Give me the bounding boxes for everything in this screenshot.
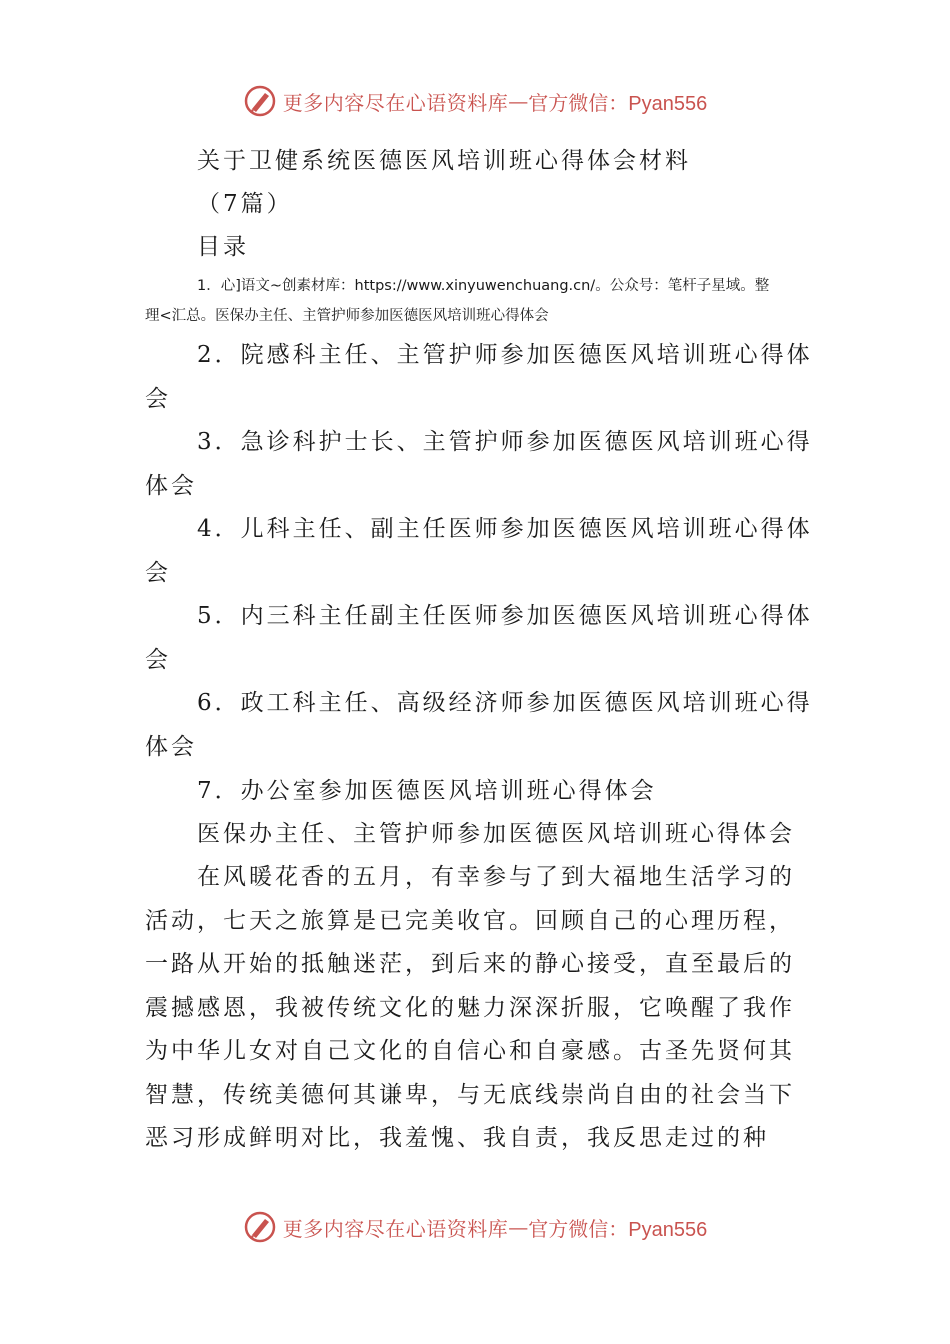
doc-count: （7篇）: [197, 191, 293, 217]
paragraph-line-6: 智慧，传统美德何其谦卑，与无底线崇尚自由的社会当下: [145, 1082, 795, 1108]
toc-item-2-cont: 会: [145, 386, 171, 412]
toc-item-6: 6．政工科主任、高级经济师参加医德医风培训班心得: [197, 690, 813, 716]
toc-item-1-line2: 理<汇总。医保办主任、主管护师参加医德医风培训班心得体会: [145, 308, 549, 324]
watermark-banner-top: [0, 84, 950, 118]
toc-item-3: 3．急诊科护士长、主管护师参加医德医风培训班心得: [197, 429, 813, 455]
section-title: 医保办主任、主管护师参加医德医风培训班心得体会: [197, 821, 795, 847]
toc-item-4-cont: 会: [145, 560, 171, 586]
paragraph-line-1: 在风暖花香的五月，有幸参与了到大福地生活学习的: [197, 864, 795, 890]
doc-title: 关于卫健系统医德医风培训班心得体会材料: [197, 148, 691, 174]
toc-item-7: 7．办公室参加医德医风培训班心得体会: [197, 778, 657, 804]
toc-item-4: 4．儿科主任、副主任医师参加医德医风培训班心得体: [197, 516, 813, 542]
toc-item-1-line1: 1．心]语文~创素材库：https://www.xinyuwenchuang.cn/。公众号：笔杆子星域。整: [197, 278, 770, 294]
paragraph-line-5: 为中华儿女对自己文化的自信心和自豪感。古圣先贤何其: [145, 1038, 795, 1064]
paragraph-line-7: 恶习形成鲜明对比，我羞愧、我自责，我反思走过的种: [145, 1125, 769, 1151]
paragraph-line-3: 一路从开始的抵触迷茫，到后来的静心接受，直至最后的: [145, 951, 795, 977]
toc-item-5-cont: 会: [145, 647, 171, 673]
watermark-separator: —: [508, 1215, 529, 1239]
watermark-text: 更多内容尽在心语资料库: [282, 90, 509, 115]
watermark-separator: —: [508, 89, 529, 113]
paragraph-line-2: 活动，七天之旅算是已完美收官。回顾自己的心理历程，: [145, 908, 795, 934]
toc-item-5: 5．内三科主任副主任医师参加医德医风培训班心得体: [197, 603, 813, 629]
toc-item-6-cont: 体会: [145, 734, 197, 760]
toc-item-2: 2．院感科主任、主管护师参加医德医风培训班心得体: [197, 342, 813, 368]
watermark-wechat: 官方微信：Pyan556: [528, 92, 708, 115]
watermark-text: 更多内容尽在心语资料库: [282, 1216, 509, 1241]
paragraph-line-4: 震撼感恩，我被传统文化的魅力深深折服，它唤醒了我作: [145, 995, 795, 1021]
toc-item-3-cont: 体会: [145, 473, 197, 499]
toc-heading: 目录: [197, 234, 249, 260]
pen-logo-icon: [243, 84, 277, 118]
watermark-wechat: 官方微信：Pyan556: [528, 1218, 708, 1241]
watermark-banner-bottom: [0, 1210, 950, 1244]
pen-logo-icon: [243, 1210, 277, 1244]
